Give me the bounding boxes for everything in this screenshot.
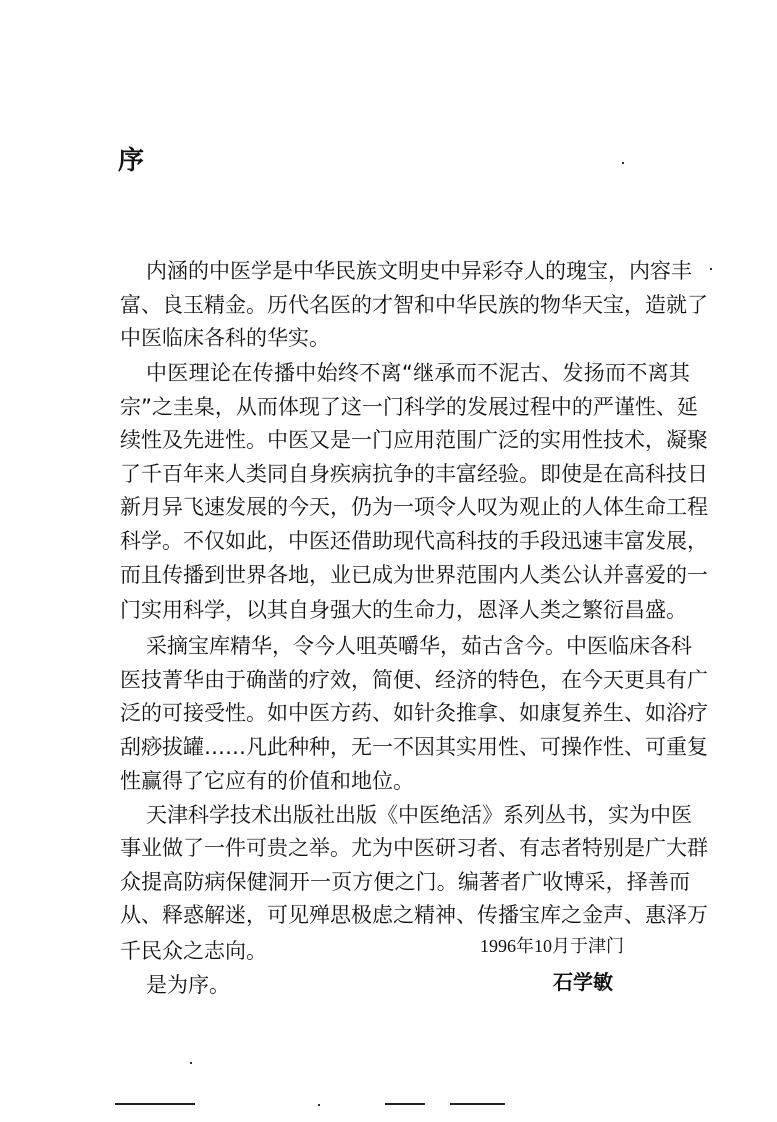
paragraph-2-line: 科学。不仅如此，中医还借助现代高科技的手段迅速丰富发展， (120, 529, 708, 553)
paragraph-2-line: 而且传播到世界各地，业已成为世界范围内人类公认并喜爱的一 (120, 563, 708, 587)
paragraph-3-line: 泛的可接受性。如中医方药、如针灸推拿、如康复养生、如浴疗 (120, 701, 708, 725)
paragraph-1-line: 富、良玉精金。历代名医的才智和中华民族的物华天宝，造就了 (120, 293, 708, 317)
paragraph-3-line: 性赢得了它应有的价值和地位。 (120, 769, 414, 793)
paragraph-4-line: 天津科学技术出版社出版《中医绝活》系列丛书，实为中医 (146, 803, 692, 827)
paragraph-1-line: 中医临床各科的华实。 (120, 326, 330, 350)
paragraph-3-line: 采摘宝库精华，令今人咀英嚼华，茹古含今。中医临床各科 (146, 634, 692, 658)
preface-title: 序 (118, 146, 145, 176)
paragraph-2-line: 新月异飞速发展的今天，仍为一项令人叹为观止的人体生命工程 (120, 495, 708, 519)
scan-artifact-line (450, 1103, 505, 1105)
scan-artifact-line (115, 1103, 195, 1105)
paragraph-3-line: 医技菁华由于确凿的疗效，简便、经济的特色，在今天更具有广 (120, 668, 708, 692)
scan-speck (190, 1062, 192, 1064)
paragraph-5-line: 是为序。 (146, 973, 230, 997)
scan-speck (710, 268, 712, 270)
paragraph-2-line: 了千百年来人类同自身疾病抗争的丰富经验。即使是在高科技日 (120, 462, 708, 486)
paragraph-4-line: 众提高防病保健洞开一页方便之门。编著者广收博采，择善而 (120, 870, 690, 894)
paragraph-4-line: 事业做了一件可贵之举。尤为中医研习者、有志者特别是广大群 (120, 836, 708, 860)
author-signature: 石学敏 (553, 970, 613, 994)
paragraph-4-line: 千民众之志向。 (120, 939, 267, 963)
paragraph-2-line: 门实用科学，以其自身强大的生命力，恩泽人类之繁衍昌盛。 (120, 598, 687, 622)
scan-speck (318, 1104, 320, 1106)
paragraph-2-line: 中医理论在传播中始终不离“继承而不泥古、发扬而不离其 (146, 361, 690, 385)
paragraph-2-line: 宗”之圭臬，从而体现了这一门科学的发展过程中的严谨性、延 (120, 395, 698, 419)
paragraph-3-line: 刮痧拔罐……凡此种种，无一不因其实用性、可操作性、可重复 (120, 735, 708, 759)
scan-speck (622, 162, 624, 164)
preface-date: 1996年10月于津门 (480, 936, 624, 956)
paragraph-4-line: 从、释惑解迷，可见殚思极虑之精神、传播宝库之金声、惠泽万 (120, 903, 708, 927)
scan-artifact-line (385, 1103, 425, 1105)
paragraph-1-line: 内涵的中医学是中华民族文明史中异彩夺人的瑰宝，内容丰 (146, 259, 692, 283)
paragraph-2-line: 续性及先进性。中医又是一门应用范围广泛的实用性技术，凝聚 (120, 428, 708, 452)
